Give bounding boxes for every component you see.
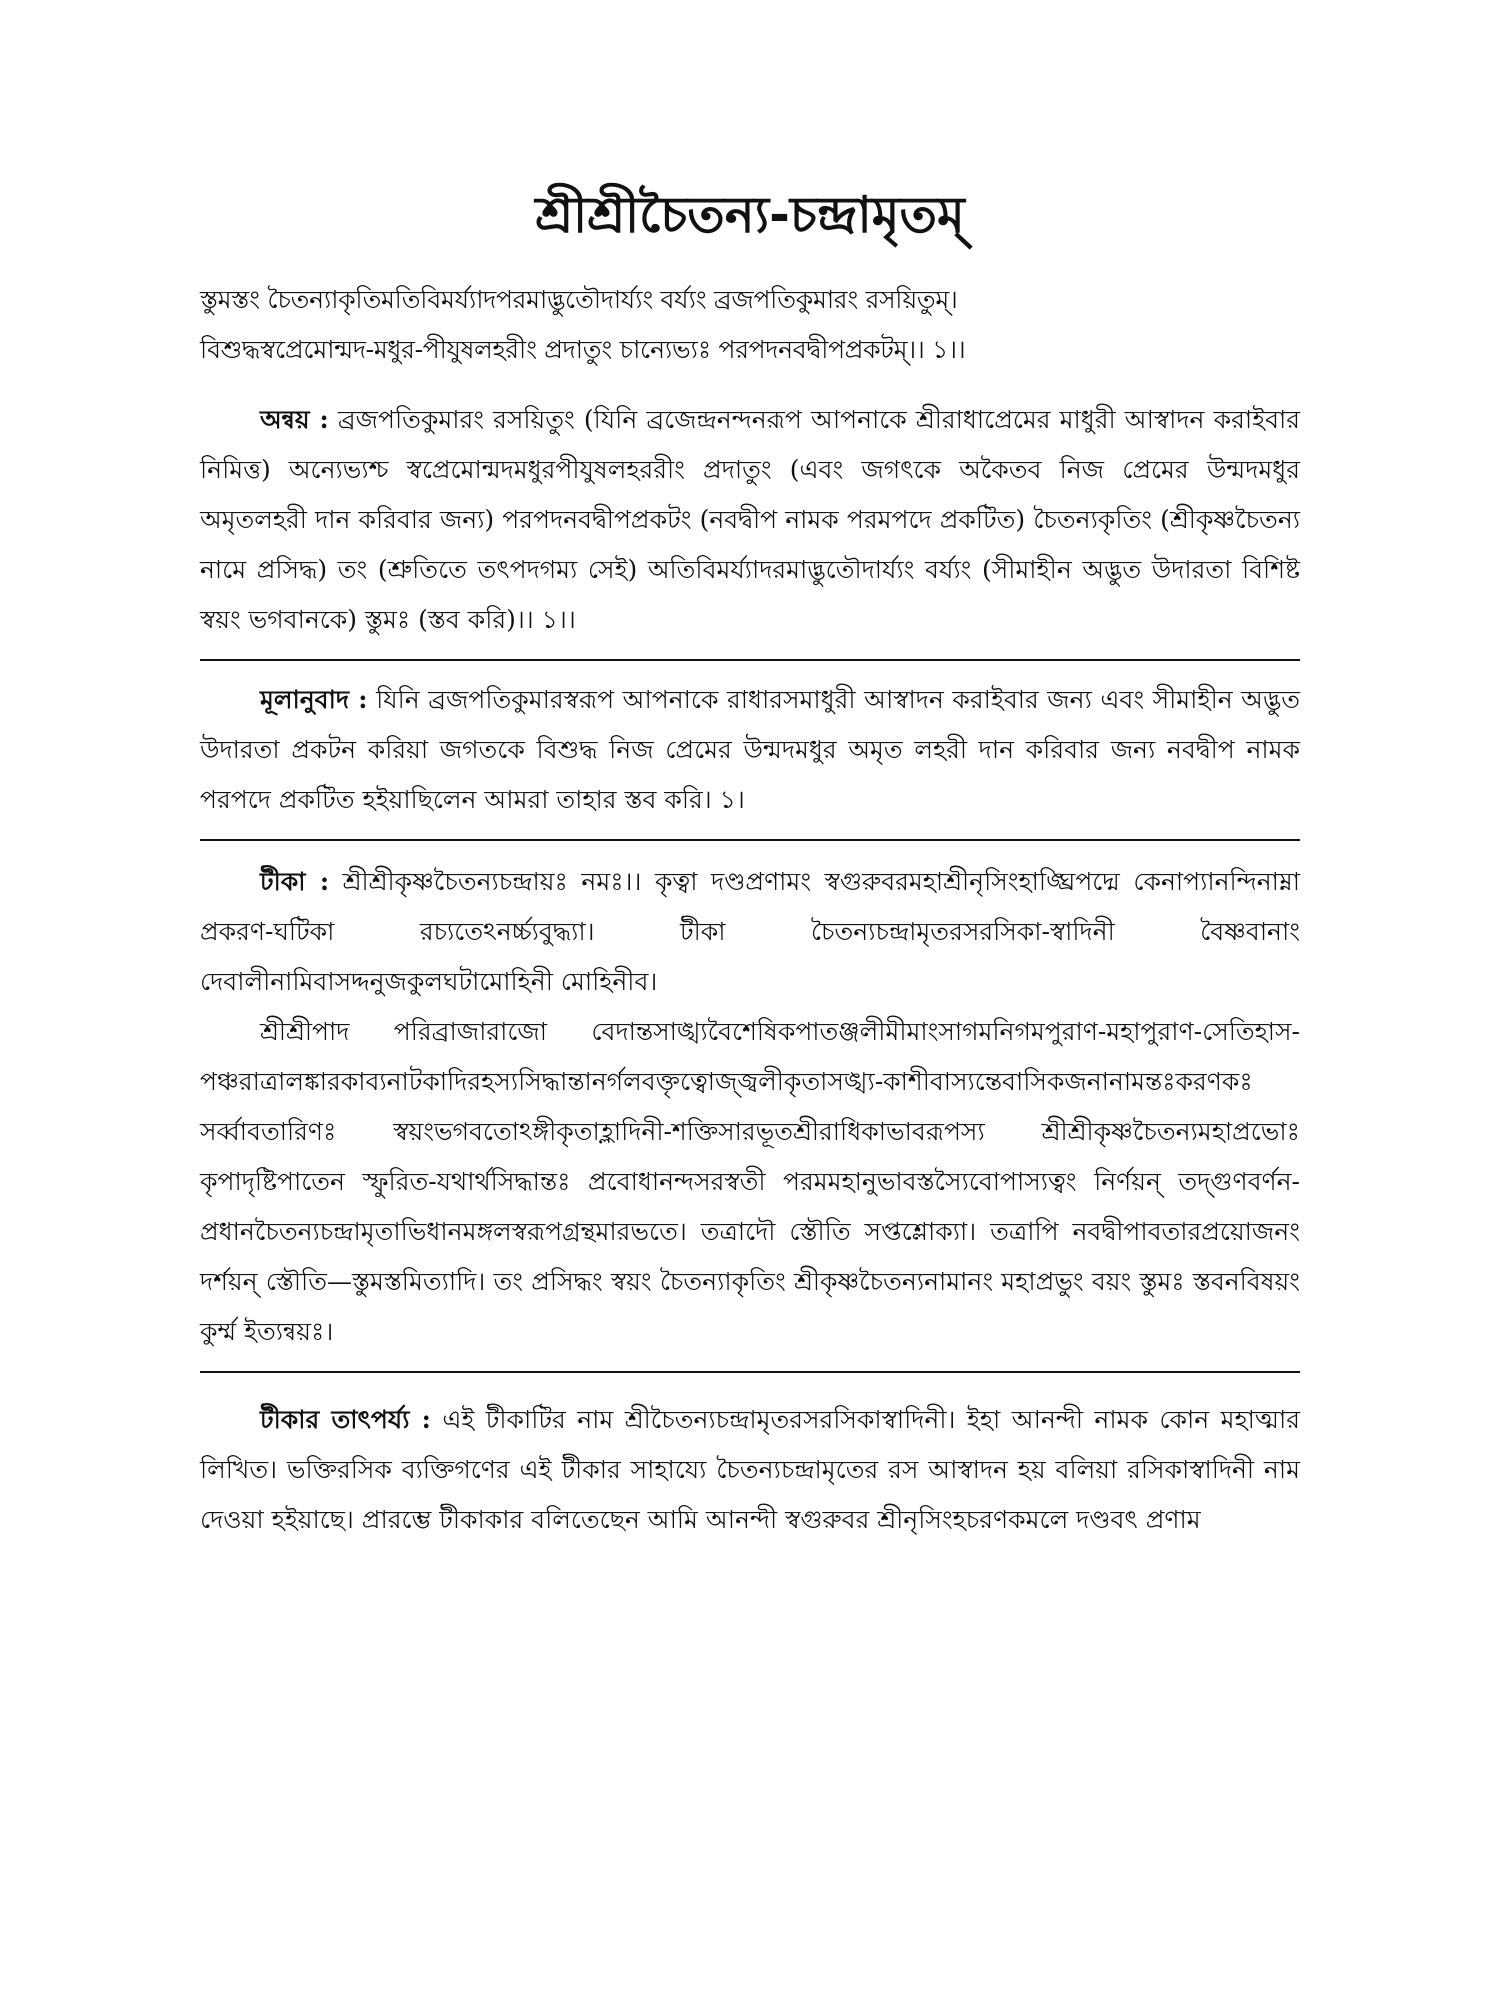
divider-2 [200, 839, 1300, 841]
page-title: শ্রীশ্রীচৈতন্য-চন্দ্রামৃতম্ [535, 186, 965, 244]
mulanuvad-paragraph [200, 675, 1300, 825]
anvay-section [200, 395, 1300, 645]
divider-3 [200, 1371, 1300, 1373]
tatparya-paragraph [200, 1395, 1300, 1545]
mulanuvad-text: যিনি ব্রজপতিকুমারস্বরূপ আপনাকে রাধারসমাধুরী আস্বাদন করাইবার জন্য এবং সীমাহীন অদ্ভুত উদারতা প্রকটন করিয়া জগতকে বিশুদ্ধ নিজ প্রেমের উন্মদমধুর অমৃত লহরী দান করিবার জন্য নবদ্বীপ নামক পরপদে প্রকটিত হইয়াছিলেন আমরা তাহার স্তব করি। ১। [200, 685, 1300, 814]
page [200, 175, 1300, 1545]
tatparya-text: এই টীকাটির নাম শ্রীচৈতন্যচন্দ্রামৃতরসরসিকাস্বাদিনী। ইহা আনন্দী নামক কোন মহাত্মার লিখিত। ভক্তিরসিক ব্যক্তিগণের এই টীকার সাহায্যে চৈতন্যচন্দ্রামৃতের রস আস্বাদন হয় বলিয়া রসিকাস্বাদিনী নাম দেওয়া হইয়াছে। প্রারম্ভে টীকাকার বলিতেছেন আমি আনন্দী স্বগুরুবর শ্রীনৃসিংহচরণকমলে দণ্ডবৎ প্রণাম [200, 1405, 1300, 1534]
tika-paragraph-2: শ্রীশ্রীপাদ পরিব্রাজারাজো বেদান্তসাঙ্খ্যবৈশেষিকপাতঞ্জলীমীমাংসাগমনিগমপুরাণ-মহাপুরাণ-সেতিহাস-পঞ্চরাত্রালঙ্কারকাব্যনাটকাদিরহস্যসিদ্ধান্তানর্গলবক্তৃত্বোজ্জ্বলীকৃতাসঙ্খ্য-কাশীবাস্যন্তেবাসিকজনানামন্তঃকরণকঃ সর্ব্বাবতারিণঃ স্বয়ংভগবতোঽঙ্গীকৃতাহ্লাদিনী-শক্তিসারভূতশ্রীরাধিকাভাবরূপস্য শ্রীশ্রীকৃষ্ণচৈতন্যমহাপ্রভোঃ কৃপাদৃষ্টিপাতেন স্ফুরিত-যথার্থসিদ্ধান্তঃ প্রবোধানন্দসরস্বতী পরমমহানুভাবস্তস্যৈবোপাস্যত্বং নির্ণয়ন্ তদ্গুণবর্ণন-প্রধানচৈতন্যচন্দ্রামৃতাভিধানমঙ্গলস্বরূপগ্রন্থমারভতে। তত্রাদৌ স্তৌতি সপ্তশ্লোক্যা। তত্রাপি নবদ্বীপাবতারপ্রয়োজনং দর্শয়ন্ স্তৌতি—স্তুমস্তমিত্যাদি। তং প্রসিদ্ধং স্বয়ং চৈতন্যাকৃতিং শ্রীকৃষ্ণচৈতন্যনামানং মহাপ্রভুং বয়ং স্তুমঃ স্তবনবিষয়ং কুর্ম্ম ইত্যন্বয়ঃ। [200, 1017, 1300, 1346]
anvay-text: ব্রজপতিকুমারং রসয়িতুং (যিনি ব্রজেন্দ্রনন্দনরূপ আপনাকে শ্রীরাধাপ্রেমের মাধুরী আস্বাদন করাইবার নিমিত্ত) অন্যেভ্যশ্চ স্বপ্রেমোন্মদমধুরপীযুষলহররীং প্রদাতুং (এবং জগৎকে অকৈতব নিজ প্রেমের উন্মদমধুর অমৃতলহরী দান করিবার জন্য) পরপদনবদ্বীপপ্রকটং (নবদ্বীপ নামক পরমপদে প্রকটিত) চৈতন্যকৃতিং (শ্রীকৃষ্ণচৈতন্য নামে প্রসিদ্ধ) তং (শ্রুতিতে তৎপদগম্য সেই) অতিবিমর্য্যাদরমাদ্ভুতৌদার্য্যং বর্য্যং (সীমাহীন অদ্ভুত উদারতা বিশিষ্ট স্বয়ং ভগবানকে) স্তুমঃ (স্তব করি)।। ১।। [200, 405, 1300, 634]
verse-line-1: স্তুমস্তং চৈতন্যাকৃতিমতিবিমর্য্যাদপরমাদ্ভুতৌদার্য্যং বর্য্যং ব্রজপতিকুমারং রসয়িতুম্। [200, 285, 958, 314]
tatparya-label: টীকার তাৎপর্য্য : [260, 1405, 431, 1434]
tatparya-section [200, 1395, 1300, 1545]
tika-text-1: শ্রীশ্রীকৃষ্ণচৈতন্যচন্দ্রায়ঃ নমঃ।। কৃত্বা দণ্ডপ্রণামং স্বগুরুবরমহাশ্রীনৃসিংহাঙ্ঘ্রিপদ্মে কেনাপ্যানন্দিনাম্না প্রকরণ-ঘটিকা রচ্যতেঽনর্চ্চ্যবুদ্ধ্যা। টীকা চৈতন্যচন্দ্রামৃতরসরসিকা-স্বাদিনী বৈষ্ণবানাং দেবালীনামিবাসদ্দনুজকুলঘটামোহিনী মোহিনীব। [200, 867, 1300, 996]
tika-label: টীকা : [260, 867, 330, 896]
verse-block [200, 275, 1300, 375]
tika-section [200, 857, 1300, 1357]
verse-line-2: বিশুদ্ধস্বপ্রেমোন্মদ-মধুর-পীযুষলহরীং প্রদাতুং চান্যেভ্যঃ পরপদনবদ্বীপপ্রকটম্।। ১।। [200, 335, 966, 364]
tika-paragraph-1 [200, 857, 1300, 1007]
mulanuvad-section [200, 675, 1300, 825]
mulanuvad-label: মূলানুবাদ : [260, 685, 368, 714]
anvay-label: অন্বয় : [260, 405, 329, 434]
anvay-paragraph [200, 395, 1300, 645]
divider-1 [200, 659, 1300, 661]
